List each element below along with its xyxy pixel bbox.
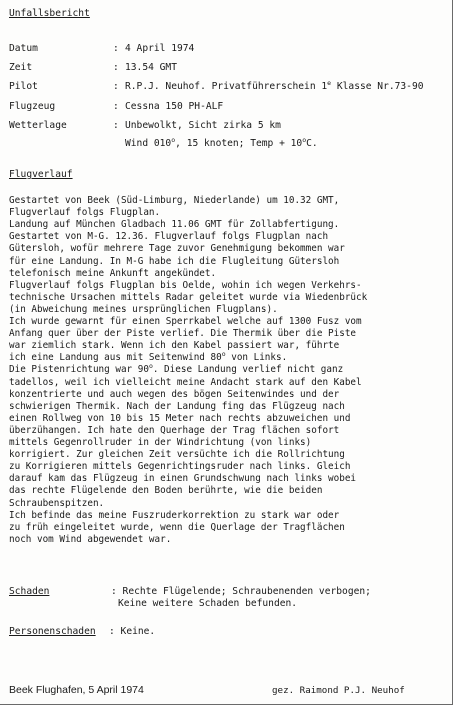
field-label: Datum xyxy=(9,43,38,54)
body-line xyxy=(9,461,350,473)
text-run: konzentrierte und auch wegen des bögen Seitenwindes und der xyxy=(9,388,340,400)
text-run: korrigiert. Zur gleichen Zeit versüchte ich die Rollrichtung xyxy=(9,449,345,461)
text-run: zu Korrigieren mittels Gegenrichtingsruder nach links. Gleich xyxy=(9,461,351,473)
body-line xyxy=(9,256,339,268)
text-run: einen Rollweg von 10 bis 15 Meter nach rechts abzuweichen und xyxy=(9,412,351,424)
text-run: von Links. xyxy=(225,352,288,364)
field-value xyxy=(125,101,223,113)
text-run: Cessna 150 PH-ALF xyxy=(125,101,224,112)
field-colon: : xyxy=(113,81,119,92)
text-run: Klasse Nr.73-90 xyxy=(331,81,424,92)
text-run: mittels Gegenrollruder in der Windrichtung (von links) xyxy=(9,437,312,448)
superscript: o xyxy=(171,135,176,144)
text-run: ich eine Landung aus mit Seitenwind 80 xyxy=(9,352,222,364)
body-line xyxy=(9,510,339,522)
field-value xyxy=(125,43,194,55)
text-run: C. xyxy=(306,138,318,149)
text-run: telefonisch meine Ankunft angekündet. xyxy=(9,267,217,279)
field-colon: : xyxy=(113,43,119,54)
body-line xyxy=(9,231,328,243)
text-run: R.P.J. Neuhof. Privatführerschein 1 xyxy=(125,81,328,92)
body-line xyxy=(9,485,322,497)
field-colon: : xyxy=(113,120,119,131)
body-line xyxy=(9,364,343,376)
body-line xyxy=(9,534,171,546)
body-line xyxy=(9,268,216,280)
body-line xyxy=(9,389,339,401)
text-run: tadellos, weil ich vielleicht meine Andacht stark auf den Kabel xyxy=(9,376,362,388)
body-line xyxy=(9,449,345,461)
text-run: Unbewolkt, Sicht zirka 5 km xyxy=(125,120,281,131)
personenschaden-label: Personenschaden xyxy=(9,626,96,637)
section-heading-flugverlauf: Flugverlauf xyxy=(9,169,73,180)
text-run: noch vom Wind abgewendet war. xyxy=(9,533,172,545)
field-colon: : xyxy=(113,62,119,73)
body-line xyxy=(9,413,350,425)
body-line xyxy=(9,340,339,352)
text-run: 4 April 1974 xyxy=(125,43,195,54)
body-line xyxy=(9,219,339,231)
text-run: für eine Landung. In M-G habe ich die Flugleitung Gütersloh xyxy=(9,255,340,267)
body-line xyxy=(9,207,160,219)
text-run: war ziemlich stark. Wenn ich den Kabel passiert war, führte xyxy=(9,340,340,352)
text-run: (in Abweichung meines ursprünglichen Flugplans). xyxy=(9,303,278,315)
footer-place-date: Beek Flughafen, 5 April 1974 xyxy=(9,684,144,696)
field-value xyxy=(125,120,281,132)
text-run: 13.54 GMT xyxy=(125,62,177,73)
field-label: Wetterlage xyxy=(9,120,67,131)
field-value xyxy=(125,135,318,150)
superscript: o xyxy=(148,362,153,371)
text-run: , 15 knoten; Temp + 10 xyxy=(175,138,303,149)
text-run: darauf kam das Flügzeug in einen Grundschwung nach links wobei xyxy=(9,473,357,485)
footer-signature: gez. Raimond P.J. Neuhof xyxy=(272,685,405,696)
body-line xyxy=(9,195,339,207)
body-line xyxy=(9,243,345,255)
body-line xyxy=(9,280,362,292)
body-line xyxy=(9,304,278,316)
text-run: das rechte Flügelende den Boden berührte, wie die beiden xyxy=(9,485,323,497)
text-run: Ich wurde gewarnt für einen Sperrkabel welche auf 1300 Fusz vom xyxy=(9,316,362,327)
schaden-value-line2: Keine weitere Schaden befunden. xyxy=(118,598,298,609)
superscript: o xyxy=(302,135,307,144)
body-line xyxy=(9,292,367,304)
text-run: . Diese Landung verlief nicht ganz xyxy=(152,364,344,376)
report-title: Unfallsbericht xyxy=(9,8,90,19)
body-line xyxy=(9,328,356,340)
body-line xyxy=(9,316,362,328)
schaden-label: Schaden xyxy=(9,586,50,597)
text-run: Wind 010 xyxy=(125,138,172,149)
text-run: Die Pistenrichtung war 90 xyxy=(9,364,149,376)
text-run: Gestartet von Beek (Süd-Limburg, Niederlande) um 10.32 GMT, xyxy=(9,195,340,206)
text-run: Ich befinde das meine Fuszruderkorrektion zu stark war oder xyxy=(9,509,340,521)
text-run: Gütersloh, wofür mehrere Tage zuvor Genehmigung bekommen war xyxy=(9,243,345,255)
text-run: Schraubenspitzen. xyxy=(9,497,105,509)
text-run: Gestartet von M-G. 12.36. Flugverlauf folgs Flugplan nach xyxy=(9,231,329,243)
body-line xyxy=(9,498,104,510)
body-line xyxy=(9,437,311,449)
field-value xyxy=(125,62,177,74)
schaden-value-line1: : Rechte Flügelende; Schraubenenden verbogen; xyxy=(111,586,371,597)
personenschaden-value: : Keine. xyxy=(109,626,156,637)
text-run: Flugverlauf folgs Flugplan bis Oelde, wohin ich wegen Verkehrs- xyxy=(9,279,362,291)
body-line xyxy=(9,473,356,485)
superscript: e xyxy=(327,78,332,87)
text-run: schwierigen Thermik. Nach der Landung fing das Flügzeug nach xyxy=(9,400,345,412)
field-label: Flugzeug xyxy=(9,101,56,112)
field-label: Pilot xyxy=(9,81,38,92)
text-run: Anfang quer über der Piste verlief. Die Thermik über die Piste xyxy=(9,328,357,340)
body-line xyxy=(9,401,345,413)
field-label: Zeit xyxy=(9,62,33,73)
body-line xyxy=(9,522,345,534)
body-line xyxy=(9,425,339,437)
text-run: Landung auf München Gladbach 11.06 GMT für Zollabfertigung. xyxy=(9,219,340,231)
text-run: technische Ursachen mittels Radar geleitet wurde via Wiedenbrück xyxy=(9,291,368,303)
body-line xyxy=(9,377,362,389)
text-run: überzühangen. Ich hate den Querhage der Trag flächen sofort xyxy=(9,424,340,436)
superscript: o xyxy=(221,350,226,359)
field-value xyxy=(125,78,424,93)
text-run: Flugverlauf folgs Flugplan. xyxy=(9,207,161,219)
text-run: zu früh eingeleitet wurde, wenn die Querlage der Tragflächen xyxy=(9,521,345,533)
field-colon: : xyxy=(113,101,119,112)
